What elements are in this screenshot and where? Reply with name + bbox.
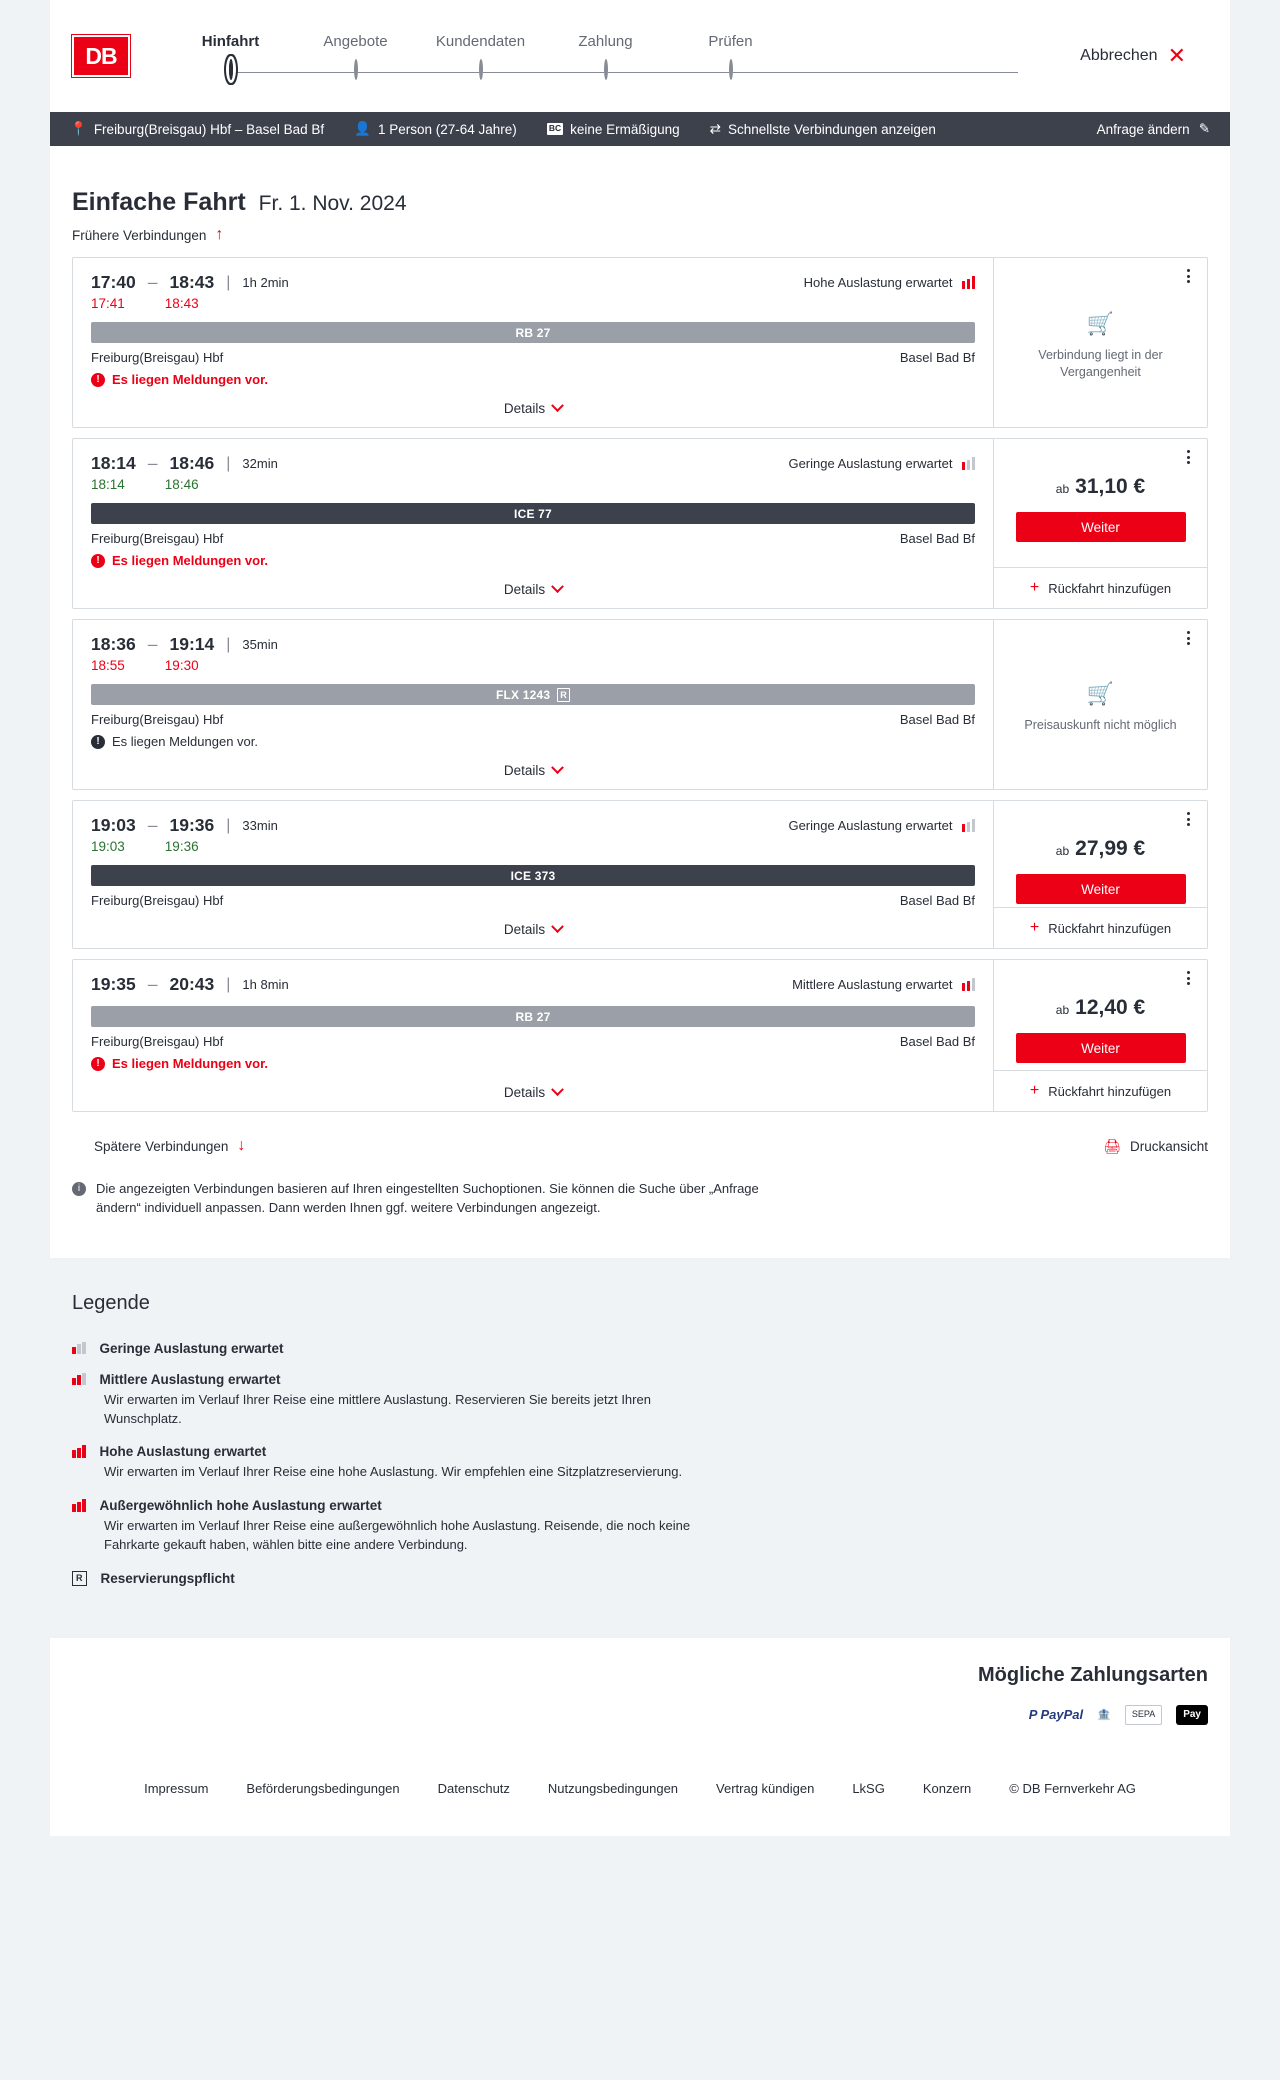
price-prefix: ab xyxy=(1055,1003,1070,1017)
time-separator: – xyxy=(147,272,158,292)
payment-methods xyxy=(72,1705,1208,1725)
apple-pay-icon: Pay xyxy=(1176,1705,1208,1725)
results-footer-row xyxy=(50,1122,1230,1164)
occupancy-bar-1 xyxy=(72,1504,76,1512)
summary-route-label: Freiburg(Breisgau) Hbf – Basel Bad Bf xyxy=(93,121,325,137)
location-pin-icon: 📍 xyxy=(70,121,87,136)
occupancy-icon xyxy=(72,1373,86,1385)
connection-message[interactable] xyxy=(91,734,975,749)
chevron-down-icon xyxy=(551,920,564,933)
details-label: Details xyxy=(503,582,546,597)
details-toggle[interactable] xyxy=(91,749,975,789)
cancel-button[interactable] xyxy=(1080,45,1186,67)
connection-actions xyxy=(993,620,1207,789)
dot-1 xyxy=(1187,631,1190,634)
origin-station: Freiburg(Breisgau) Hbf xyxy=(91,712,224,727)
destination-station: Basel Bad Bf xyxy=(899,712,975,727)
stepper-step-label: Angebote xyxy=(323,33,388,50)
stepper-step-label: Prüfen xyxy=(708,33,753,50)
origin-station: Freiburg(Breisgau) Hbf xyxy=(91,350,224,365)
plus-icon: + xyxy=(1029,919,1040,936)
occupancy-icon xyxy=(962,979,976,991)
page-title xyxy=(50,146,1230,217)
dot-2 xyxy=(1187,275,1190,278)
legend-item xyxy=(72,1571,1208,1586)
connection-message-label: Es liegen Meldungen vor. xyxy=(112,1056,269,1071)
printer-icon: 🖨 xyxy=(1103,1137,1121,1154)
legend-item-description: Wir erwarten im Verlauf Ihrer Reise eine hohe Auslastung. Wir empfehlen eine Sitzplatzreservierung. xyxy=(104,1464,683,1480)
connection-card xyxy=(72,619,1208,790)
edit-search-label: Anfrage ändern xyxy=(1096,121,1190,137)
edit-search-button[interactable] xyxy=(1097,121,1216,137)
realtime-arrival: 19:36 xyxy=(164,839,199,854)
price-block xyxy=(1056,996,1145,1020)
more-options-button[interactable] xyxy=(1179,628,1197,648)
alert-icon: ! xyxy=(91,735,105,749)
departure-time: 18:36 xyxy=(91,634,136,654)
details-toggle[interactable] xyxy=(91,1071,975,1111)
checkout-stepper xyxy=(168,33,1080,79)
plus-icon: + xyxy=(1029,1082,1040,1099)
arrival-time: 19:14 xyxy=(169,634,215,654)
earlier-connections-label: Frühere Verbindungen xyxy=(72,227,207,243)
continue-button[interactable]: Weiter xyxy=(1016,874,1186,904)
chevron-down-icon xyxy=(551,580,564,593)
origin-station: Freiburg(Breisgau) Hbf xyxy=(91,531,224,546)
connection-list xyxy=(50,253,1230,1112)
bahncard-icon: BC xyxy=(548,123,562,134)
later-connections-button[interactable] xyxy=(72,1128,267,1164)
alert-icon: ! xyxy=(91,373,105,387)
cancel-label: Abbrechen xyxy=(1080,47,1158,64)
connection-time-range xyxy=(91,453,214,474)
search-info-note xyxy=(72,1180,792,1218)
occupancy-bar-1 xyxy=(962,462,966,470)
connection-time-range xyxy=(91,815,214,836)
destination-station: Basel Bad Bf xyxy=(899,350,975,365)
connection-message[interactable] xyxy=(91,553,975,568)
legend-item-label: Mittlere Auslastung erwartet xyxy=(99,1371,281,1387)
occupancy-bar-3 xyxy=(82,1342,86,1355)
occupancy-label: Geringe Auslastung erwartet xyxy=(788,456,953,471)
chevron-down-icon xyxy=(551,761,564,774)
duration-separator: | xyxy=(226,975,231,993)
occupancy-bar-2 xyxy=(77,1344,81,1354)
occupancy-icon xyxy=(72,1446,86,1458)
arrival-time: 18:43 xyxy=(169,272,215,292)
connection-actions xyxy=(993,960,1207,1111)
connection-card xyxy=(72,257,1208,428)
earlier-connections-button[interactable] xyxy=(50,217,1230,253)
later-connections-label: Spätere Verbindungen xyxy=(94,1138,229,1154)
stepper-step-dot xyxy=(479,59,483,80)
legend-item-label: Geringe Auslastung erwartet xyxy=(99,1340,284,1356)
summary-passengers[interactable] xyxy=(339,121,532,137)
no-price-block xyxy=(994,268,1207,427)
stepper-step-dot xyxy=(354,59,358,80)
details-toggle[interactable] xyxy=(91,387,975,427)
dot-3 xyxy=(1187,461,1190,464)
realtime-arrival: 18:46 xyxy=(164,477,199,492)
results-panel xyxy=(50,146,1230,1258)
legend-item-header xyxy=(72,1372,1208,1387)
db-logo[interactable]: DB xyxy=(72,35,130,77)
continue-button[interactable]: Weiter xyxy=(1016,512,1186,542)
occupancy-bar-3 xyxy=(972,276,976,289)
footer-link[interactable]: Datenschutz xyxy=(437,1780,510,1796)
connection-header xyxy=(91,974,975,995)
dot-3 xyxy=(1187,982,1190,985)
occupancy-label: Geringe Auslastung erwartet xyxy=(788,818,953,833)
more-options-button[interactable] xyxy=(1179,447,1197,467)
departure-time: 19:03 xyxy=(91,815,136,835)
paypal-icon: P PayPal xyxy=(1028,1707,1084,1723)
connection-card xyxy=(72,959,1208,1112)
occupancy-bar-3 xyxy=(82,1373,86,1386)
occupancy-bar-3 xyxy=(972,978,976,991)
more-options-button[interactable] xyxy=(1179,809,1197,829)
legend-item xyxy=(72,1372,1208,1429)
reservation-required-icon: R xyxy=(557,688,570,702)
dot-3 xyxy=(1187,823,1190,826)
cart-crossed-icon: 🛒 xyxy=(1086,681,1115,707)
page-footer xyxy=(50,1755,1230,1836)
summary-sorting-label: Schnellste Verbindungen anzeigen xyxy=(727,121,936,137)
connection-message-label: Es liegen Meldungen vor. xyxy=(112,372,269,387)
origin-station: Freiburg(Breisgau) Hbf xyxy=(91,1034,224,1049)
realtime-times xyxy=(91,477,975,492)
person-icon: 👤 xyxy=(354,121,371,136)
connection-message[interactable] xyxy=(91,372,975,387)
summary-sorting[interactable] xyxy=(695,121,951,137)
time-separator: – xyxy=(147,634,158,654)
page-title-text: Einfache Fahrt xyxy=(72,188,246,216)
add-return-button[interactable] xyxy=(994,907,1207,948)
stepper-step-dot xyxy=(229,59,233,80)
payment-section xyxy=(50,1638,1230,1755)
summary-passengers-label: 1 Person (27-64 Jahre) xyxy=(377,121,517,137)
stepper-step-label: Kundendaten xyxy=(435,33,526,50)
connection-message-label: Es liegen Meldungen vor. xyxy=(112,553,269,568)
legend-item-description: Wir erwarten im Verlauf Ihrer Reise eine mittlere Auslastung. Reservieren Sie bereits jetzt Ihren Wunschplatz. xyxy=(104,1391,651,1426)
duration-separator: | xyxy=(226,454,231,472)
connection-time-range xyxy=(91,974,214,995)
connection-message[interactable] xyxy=(91,1056,975,1071)
train-name: FLX 1243 xyxy=(496,687,551,702)
footer-link[interactable]: Konzern xyxy=(922,1780,972,1796)
connection-time-range xyxy=(91,634,214,655)
add-return-button[interactable] xyxy=(994,567,1207,608)
occupancy-bar-2 xyxy=(967,279,971,289)
no-price-label: Preisauskunft nicht möglich xyxy=(1024,718,1177,733)
app-header xyxy=(50,0,1230,112)
occupancy-bar-3 xyxy=(82,1445,86,1458)
connection-duration: 1h 8min xyxy=(242,977,289,992)
legend-item-label: Hohe Auslastung erwartet xyxy=(99,1444,267,1460)
duration-separator: | xyxy=(226,816,231,834)
connection-details xyxy=(73,960,993,1111)
reservation-required-icon: R xyxy=(72,1571,87,1586)
realtime-arrival: 19:30 xyxy=(164,658,199,673)
connection-details xyxy=(73,439,993,608)
details-label: Details xyxy=(503,922,546,937)
station-row xyxy=(91,531,975,546)
duration-separator: | xyxy=(226,635,231,653)
print-view-label: Druckansicht xyxy=(1129,1138,1208,1154)
summary-discount[interactable] xyxy=(532,122,695,137)
duration-separator: | xyxy=(226,273,231,291)
price-block xyxy=(1056,837,1145,861)
destination-station: Basel Bad Bf xyxy=(899,531,975,546)
train-name: RB 27 xyxy=(515,325,551,340)
bottom-padding xyxy=(0,1836,1280,1876)
connection-header xyxy=(91,453,975,474)
stepper-step-label: Hinfahrt xyxy=(201,33,260,50)
close-icon: ✕ xyxy=(1167,43,1186,68)
realtime-times xyxy=(91,839,975,854)
connection-duration: 32min xyxy=(242,456,278,471)
price-prefix: ab xyxy=(1055,844,1070,858)
occupancy-icon xyxy=(962,820,976,832)
dot-2 xyxy=(1187,637,1190,640)
legend-item xyxy=(72,1444,1208,1482)
sepa-icon: SEPA xyxy=(1125,1705,1162,1725)
connection-header xyxy=(91,815,975,836)
alert-icon: ! xyxy=(91,1057,105,1071)
legend-item-header xyxy=(72,1341,1208,1356)
cart-crossed-icon: 🛒 xyxy=(1086,310,1115,336)
train-badge[interactable] xyxy=(91,503,975,524)
chevron-down-icon xyxy=(551,399,564,412)
legend-item-label: Reservierungspflicht xyxy=(100,1570,235,1586)
connection-time-range xyxy=(91,272,214,293)
dot-3 xyxy=(1187,642,1190,645)
pencil-icon: ✎ xyxy=(1198,121,1210,136)
dot-2 xyxy=(1187,977,1190,980)
footer-links xyxy=(50,1781,1230,1796)
occupancy-icon xyxy=(72,1500,86,1512)
plus-icon: + xyxy=(1029,579,1040,596)
connection-details xyxy=(73,258,993,427)
connection-details xyxy=(73,620,993,789)
train-name: RB 27 xyxy=(515,1009,551,1024)
realtime-departure: 19:03 xyxy=(91,839,125,854)
train-name: ICE 77 xyxy=(514,506,552,521)
connection-actions xyxy=(993,439,1207,608)
dot-1 xyxy=(1187,812,1190,815)
train-badge[interactable] xyxy=(91,322,975,343)
occupancy-bar-2 xyxy=(967,822,971,832)
occupancy-bar-3 xyxy=(972,457,976,470)
time-separator: – xyxy=(147,974,158,994)
info-icon: i xyxy=(72,1182,86,1196)
occupancy-info xyxy=(788,456,975,471)
continue-button[interactable]: Weiter xyxy=(1016,1033,1186,1063)
footer-link[interactable]: Nutzungsbedingungen xyxy=(547,1780,679,1796)
arrow-down-icon: ↓ xyxy=(237,1137,246,1154)
legend-item xyxy=(72,1498,1208,1555)
arrow-up-icon: ↑ xyxy=(215,226,224,243)
occupancy-bar-2 xyxy=(967,460,971,470)
occupancy-bar-2 xyxy=(77,1375,81,1385)
occupancy-bar-2 xyxy=(77,1448,81,1458)
occupancy-bar-1 xyxy=(962,824,966,832)
legend-item xyxy=(72,1341,1208,1356)
summary-discount-label: keine Ermäßigung xyxy=(570,121,680,137)
station-row xyxy=(91,712,975,727)
stepper-rail xyxy=(230,72,1018,73)
dot-2 xyxy=(1187,456,1190,459)
occupancy-bar-2 xyxy=(967,981,971,991)
search-info-text: Die angezeigten Verbindungen basieren auf Ihren eingestellten Suchoptionen. Sie können die Suche über „Anfrage ändern“ individuell anpassen. Dann werden Ihnen ggf. weitere Verbindungen angezeigt. xyxy=(96,1181,759,1215)
occupancy-info xyxy=(804,275,975,290)
connection-duration: 1h 2min xyxy=(242,275,289,290)
realtime-departure: 18:14 xyxy=(91,477,125,492)
legend-item-header xyxy=(72,1571,1208,1586)
occupancy-info xyxy=(788,818,975,833)
chevron-down-icon xyxy=(551,1083,564,1096)
no-price-label: Verbindung liegt in der Vergangenheit xyxy=(1038,347,1163,379)
station-row xyxy=(91,893,975,908)
dot-1 xyxy=(1187,269,1190,272)
train-badge[interactable] xyxy=(91,865,975,886)
occupancy-label: Hohe Auslastung erwartet xyxy=(803,275,953,290)
train-badge[interactable] xyxy=(91,1006,975,1027)
footer-link[interactable]: Vertrag kündigen xyxy=(716,1780,815,1796)
legend-item-header xyxy=(72,1444,1208,1459)
footer-link[interactable]: LkSG xyxy=(852,1780,885,1796)
realtime-times xyxy=(91,658,975,673)
details-label: Details xyxy=(503,763,546,778)
departure-time: 19:35 xyxy=(91,974,136,994)
price-value: 27,99 € xyxy=(1075,837,1146,860)
alert-icon: ! xyxy=(91,554,105,568)
connection-duration: 33min xyxy=(242,818,278,833)
connection-details xyxy=(73,801,993,948)
price-value: 31,10 € xyxy=(1075,475,1146,498)
add-return-label: Rückfahrt hinzufügen xyxy=(1048,920,1172,936)
add-return-label: Rückfahrt hinzufügen xyxy=(1048,580,1172,596)
station-row xyxy=(91,350,975,365)
occupancy-bar-1 xyxy=(72,1378,76,1386)
occupancy-bar-3 xyxy=(972,819,976,832)
no-price-block xyxy=(1014,630,1186,789)
origin-station: Freiburg(Breisgau) Hbf xyxy=(91,893,224,908)
arrival-time: 20:43 xyxy=(169,974,215,994)
price-value: 12,40 € xyxy=(1075,996,1146,1019)
realtime-departure: 18:55 xyxy=(91,658,125,673)
station-row xyxy=(91,1034,975,1049)
footer-link[interactable]: Impressum xyxy=(144,1780,209,1796)
dot-1 xyxy=(1187,450,1190,453)
dot-2 xyxy=(1187,818,1190,821)
occupancy-icon xyxy=(962,458,976,470)
details-label: Details xyxy=(503,1085,546,1100)
legend-section xyxy=(50,1258,1230,1638)
destination-station: Basel Bad Bf xyxy=(899,893,975,908)
details-label: Details xyxy=(503,401,546,416)
footer-link[interactable]: Beförderungsbedingungen xyxy=(246,1780,400,1796)
payment-title: Mögliche Zahlungsarten xyxy=(977,1663,1208,1686)
legend-item-description: Wir erwarten im Verlauf Ihrer Reise eine außergewöhnlich hohe Auslastung. Reisende, die noch keine Fahrkarte gekauft haben, wählen bitte eine andere Verbindung. xyxy=(104,1518,691,1553)
occupancy-bar-1 xyxy=(962,983,966,991)
occupancy-bar-2 xyxy=(77,1502,81,1512)
legend-item-label: Außergewöhnlich hohe Auslastung erwartet xyxy=(99,1498,382,1514)
train-name: ICE 373 xyxy=(510,868,556,883)
destination-station: Basel Bad Bf xyxy=(899,1034,975,1049)
connection-card xyxy=(72,438,1208,609)
giropay-icon: 🏦 xyxy=(1097,1709,1111,1722)
occupancy-bar-1 xyxy=(72,1450,76,1458)
connection-actions xyxy=(993,258,1207,427)
arrival-time: 18:46 xyxy=(169,453,215,473)
legend-items xyxy=(72,1341,1208,1586)
more-options-button[interactable] xyxy=(1179,968,1197,988)
legend-title: Legende xyxy=(72,1291,150,1314)
stepper-step-dot xyxy=(604,59,608,80)
footer-copyright: © DB Fernverkehr AG xyxy=(1009,1780,1136,1796)
occupancy-bar-1 xyxy=(72,1347,76,1355)
occupancy-info xyxy=(792,977,975,992)
details-toggle[interactable] xyxy=(91,568,975,608)
stepper-step-dot xyxy=(729,59,733,80)
add-return-button[interactable] xyxy=(994,1070,1207,1111)
realtime-departure: 17:41 xyxy=(91,296,125,311)
dot-1 xyxy=(1187,971,1190,974)
arrival-time: 19:36 xyxy=(169,815,215,835)
occupancy-label: Mittlere Auslastung erwartet xyxy=(792,977,953,992)
connection-actions xyxy=(993,801,1207,948)
departure-time: 18:14 xyxy=(91,453,136,473)
occupancy-icon xyxy=(962,277,976,289)
realtime-arrival: 18:43 xyxy=(164,296,199,311)
connection-header xyxy=(91,272,975,293)
sort-icon: ⇄ xyxy=(709,121,721,136)
connection-card xyxy=(72,800,1208,949)
legend-item-header xyxy=(72,1498,1208,1513)
train-badge[interactable] xyxy=(91,684,975,705)
price-block xyxy=(1056,475,1145,499)
occupancy-bar-1 xyxy=(962,281,966,289)
add-return-label: Rückfahrt hinzufügen xyxy=(1048,1083,1172,1099)
summary-route[interactable] xyxy=(64,121,339,137)
connection-duration: 35min xyxy=(242,637,278,652)
price-prefix: ab xyxy=(1055,482,1070,496)
departure-time: 17:40 xyxy=(91,272,136,292)
page-title-date: Fr. 1. Nov. 2024 xyxy=(258,192,407,215)
details-toggle[interactable] xyxy=(91,908,975,948)
stepper-step-label: Zahlung xyxy=(578,33,633,50)
occupancy-bar-3 xyxy=(82,1499,86,1512)
more-options-button[interactable] xyxy=(1179,266,1197,286)
search-summary-bar xyxy=(50,112,1230,146)
connection-header xyxy=(91,634,975,655)
print-view-button[interactable] xyxy=(1103,1138,1208,1155)
dot-3 xyxy=(1187,280,1190,283)
connection-message-label: Es liegen Meldungen vor. xyxy=(112,734,258,749)
time-separator: – xyxy=(147,815,158,835)
time-separator: – xyxy=(147,453,158,473)
occupancy-icon xyxy=(72,1342,86,1354)
realtime-times xyxy=(91,296,975,311)
